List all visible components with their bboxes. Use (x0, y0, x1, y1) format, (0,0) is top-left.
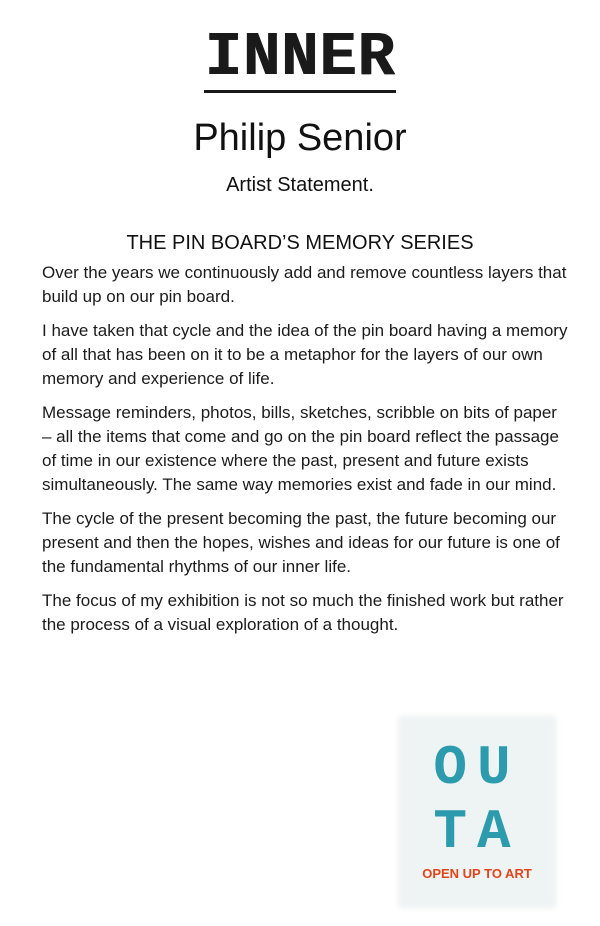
exhibition-title-text: INNER (204, 22, 396, 93)
logo-line-1: OU (433, 736, 521, 800)
paragraph-4: The cycle of the present becoming the past, the future becoming our present and then the hopes, wishes and ideas for our future is one of the fundamental rhythms of our inner life. (42, 509, 560, 576)
series-heading: THE PIN BOARD’S MEMORY SERIES (126, 232, 474, 254)
exhibition-title (0, 22, 600, 93)
outa-logo (404, 722, 550, 902)
paragraph-5: The focus of my exhibition is not so much the finished work but rather the process of a visual exploration of a thought. (42, 591, 564, 634)
statement-label: Artist Statement. (226, 174, 374, 196)
paragraph-2: I have taken that cycle and the idea of the pin board having a memory of all that has been on it to be a metaphor for the layers of our own memory and experience of life. (42, 321, 568, 388)
artist-name: Philip Senior (193, 117, 407, 159)
statement-body (42, 261, 570, 647)
logo-tagline: OPEN UP TO ART (422, 866, 532, 881)
paragraph-3: Message reminders, photos, bills, sketches, scribble on bits of paper – all the items that come and go on the pin board reflect the passage of time in our existence where the past, present and future exists simultaneously. The same way memories exist and fade in our mind. (42, 403, 559, 494)
logo-line-2: TA (433, 800, 521, 864)
paragraph-1: Over the years we continuously add and remove countless layers that build up on our pin board. (42, 263, 567, 306)
